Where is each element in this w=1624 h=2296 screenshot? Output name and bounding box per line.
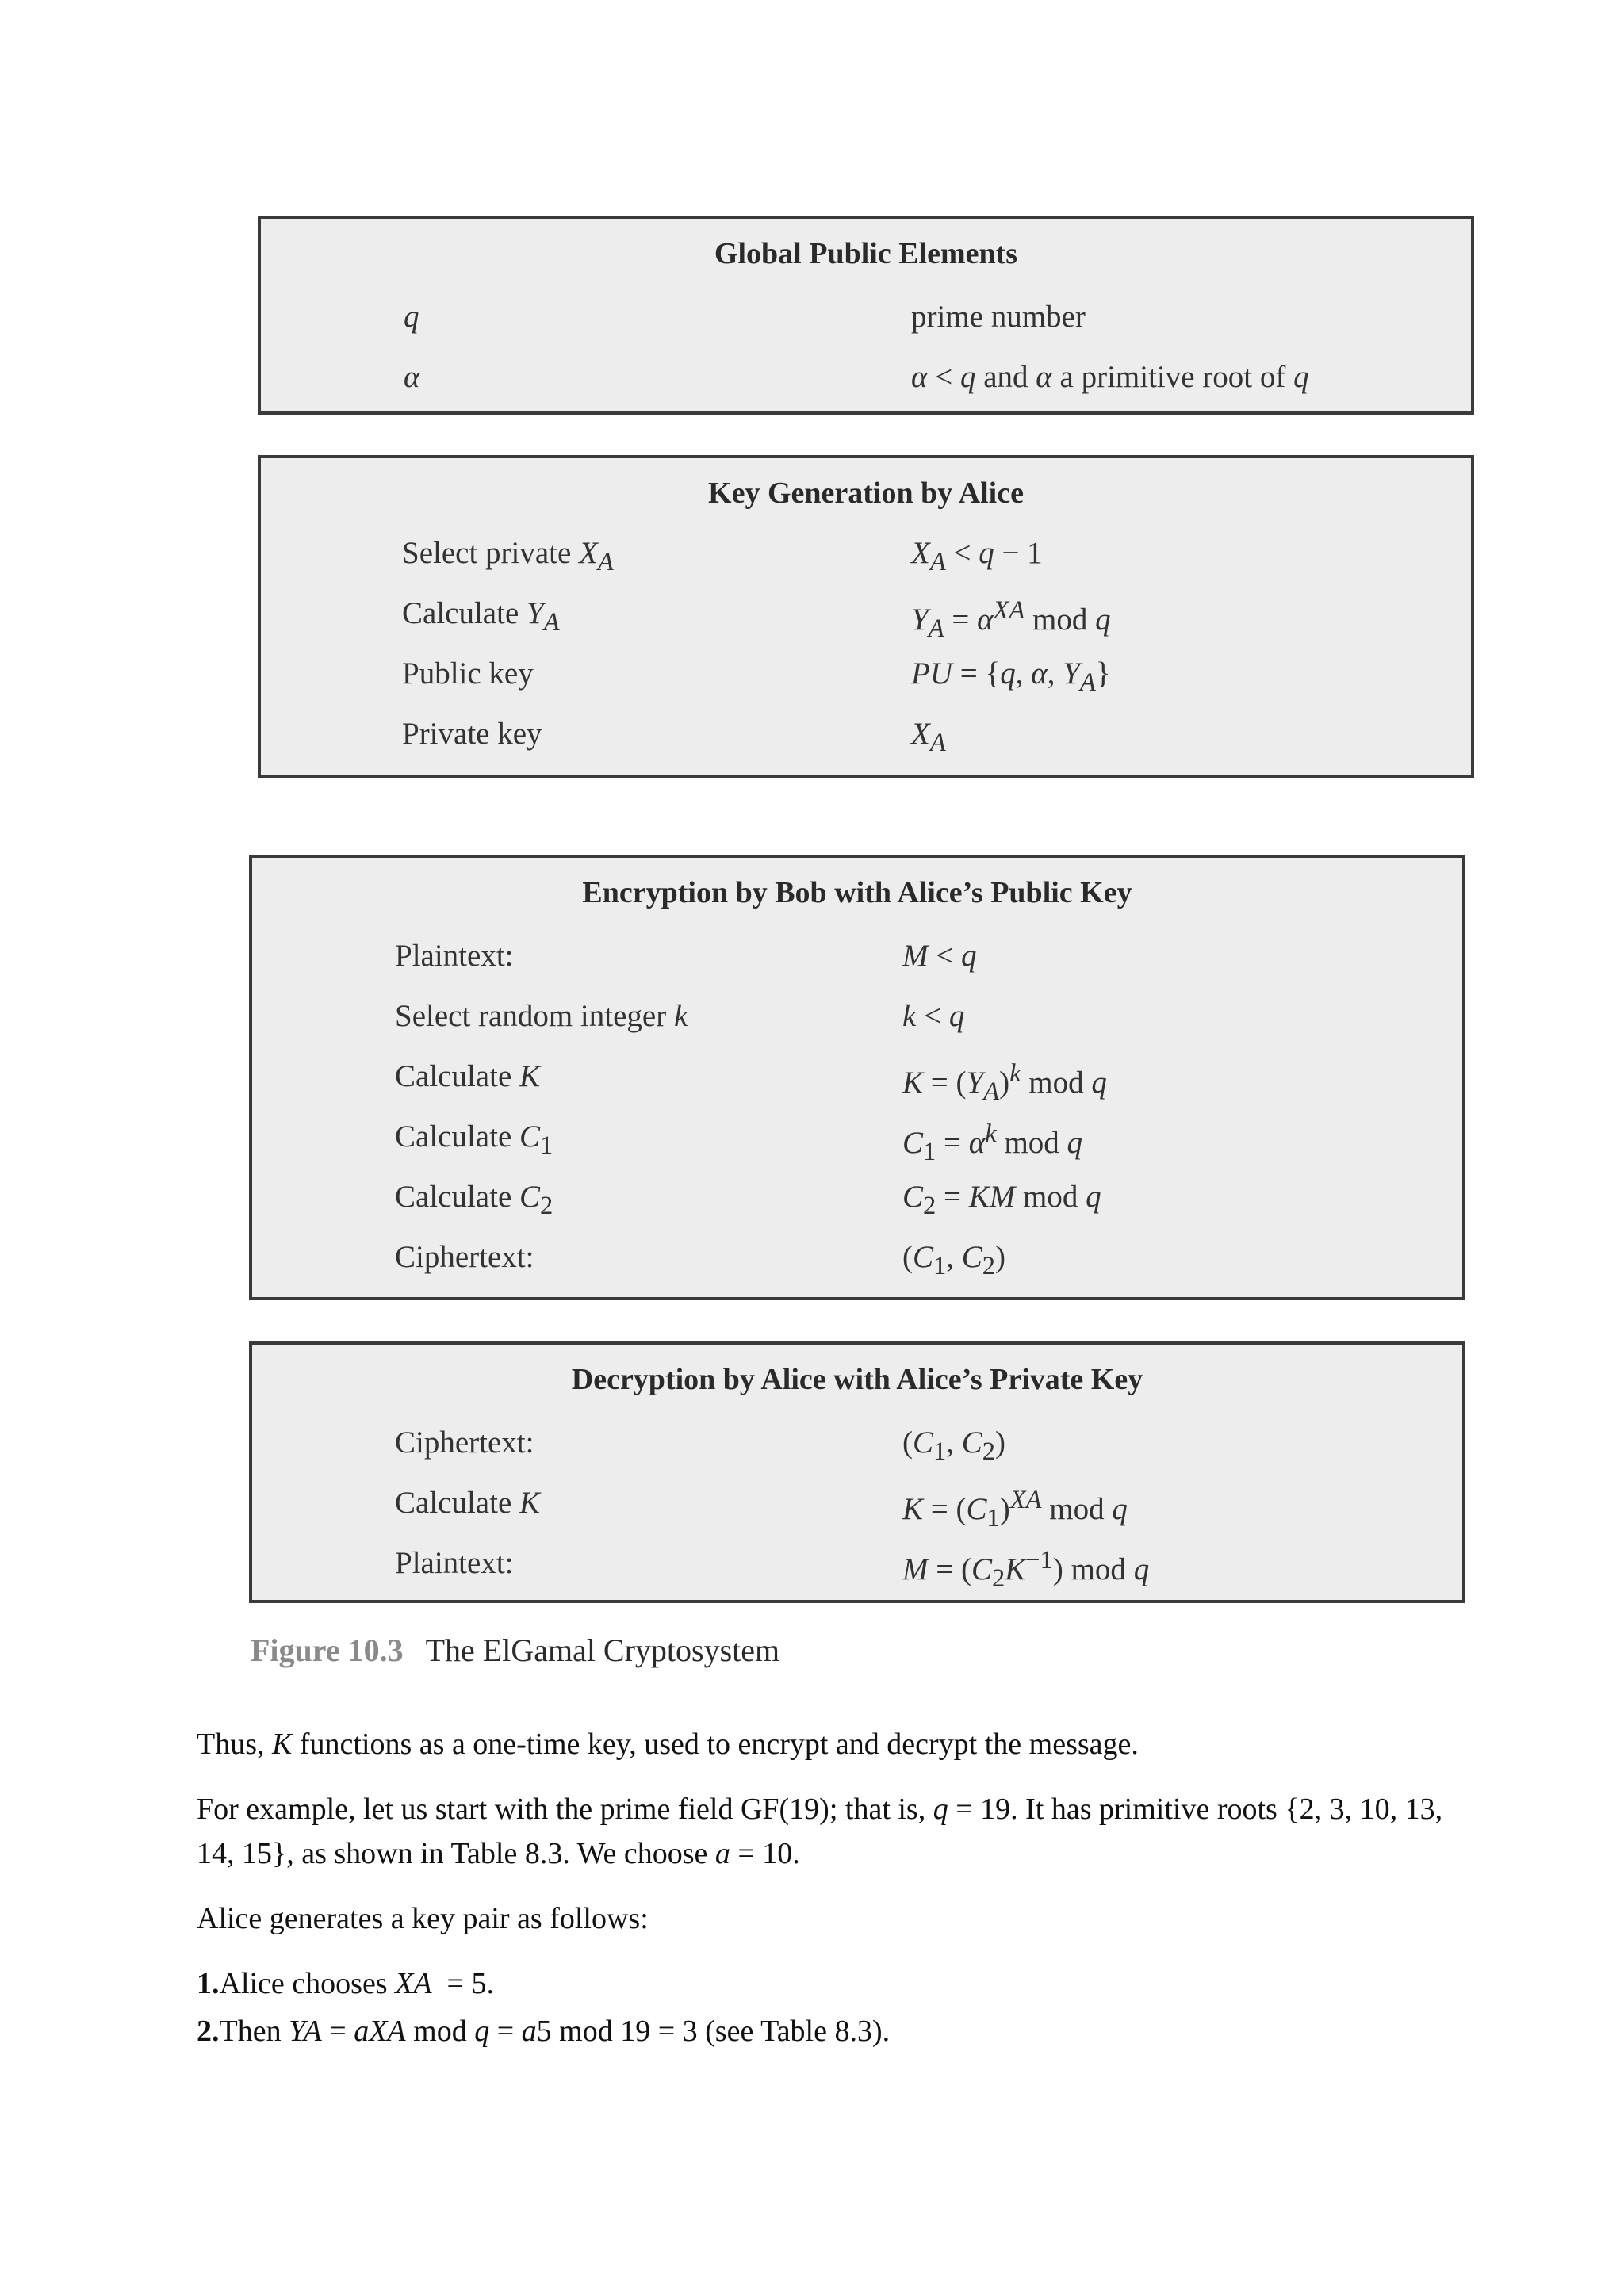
paragraph-1: Thus, K functions as a one-time key, used to encrypt and decrypt the message. xyxy=(197,1728,1139,1761)
row-value: prime number xyxy=(911,300,1086,334)
row-value: k < q xyxy=(902,999,965,1033)
row-value: $X_A$ xyxy=(911,717,946,757)
row-value: $C_2$ = KM mod q xyxy=(902,1180,1101,1220)
row-value: $M = (C_2K^{-1})$ mod q xyxy=(902,1546,1150,1593)
row-label: Ciphertext: xyxy=(395,1425,534,1460)
row-label: Ciphertext: xyxy=(395,1240,534,1274)
row-label: q xyxy=(404,300,419,334)
paragraph-2: For example, let us start with the prime field GF(19); that is, q = 19. It has primitive roots {2, 3, 10, 13, 14, 15}, as shown in Table 8.3. We choose a = 10. xyxy=(197,1793,1443,1870)
row-label: Calculate K xyxy=(395,1486,541,1520)
row-value: $K = (C_1)^{XA}$ mod q xyxy=(902,1486,1128,1533)
row-value: $Y_A = \alpha^{XA}$ mod q xyxy=(911,596,1111,643)
row-label: Plaintext: xyxy=(395,939,514,973)
figure-caption xyxy=(251,1632,779,1669)
row-value: $K = (Y_A)^k$ mod q xyxy=(902,1059,1107,1106)
row-value: PU = {q, α, $Y_A$} xyxy=(911,656,1111,697)
row-value: ($C_1$, $C_2$) xyxy=(902,1240,1006,1280)
decryption-panel xyxy=(249,1341,1465,1603)
row-value: $C_1 = \alpha^k$ mod q xyxy=(902,1119,1083,1166)
row-label: Calculate $Y_A$ xyxy=(402,596,560,637)
row-label: Plaintext: xyxy=(395,1546,514,1580)
panel-title: Global Public Elements xyxy=(714,237,1018,270)
row-value: ($C_1$, $C_2$) xyxy=(902,1425,1006,1466)
list-item-2: 2.Then YA = aXA mod q = a5 mod 19 = 3 (see Table 8.3). xyxy=(197,2015,891,2048)
row-label: Public key xyxy=(402,656,534,691)
row-label: Select random integer k xyxy=(395,999,688,1033)
panel-title: Encryption by Bob with Alice’s Public Key xyxy=(582,876,1132,909)
row-label: Private key xyxy=(402,717,542,751)
global-public-elements-panel xyxy=(258,216,1474,415)
row-label: Calculate $C_2$ xyxy=(395,1180,553,1220)
row-value: $X_A < q - 1$ xyxy=(911,536,1043,576)
row-label: Calculate K xyxy=(395,1059,541,1093)
encryption-panel xyxy=(249,855,1465,1300)
panel-title: Key Generation by Alice xyxy=(708,476,1024,510)
figure-number: Figure 10.3 xyxy=(251,1632,404,1668)
figure-title: The ElGamal Cryptosystem xyxy=(425,1632,780,1668)
list-item-1: 1.Alice chooses XA = 5. xyxy=(197,1967,494,2000)
key-generation-panel xyxy=(258,455,1474,778)
row-value: α < q and α a primitive root of q xyxy=(911,360,1309,394)
paragraph-3: Alice generates a key pair as follows: xyxy=(197,1902,649,1935)
row-label: Select private $X_A$ xyxy=(402,536,614,576)
row-value: M < q xyxy=(902,939,977,973)
row-label: Calculate $C_1$ xyxy=(395,1119,553,1160)
row-label: α xyxy=(404,360,420,394)
panel-title: Decryption by Alice with Alice’s Private Key xyxy=(571,1363,1143,1396)
